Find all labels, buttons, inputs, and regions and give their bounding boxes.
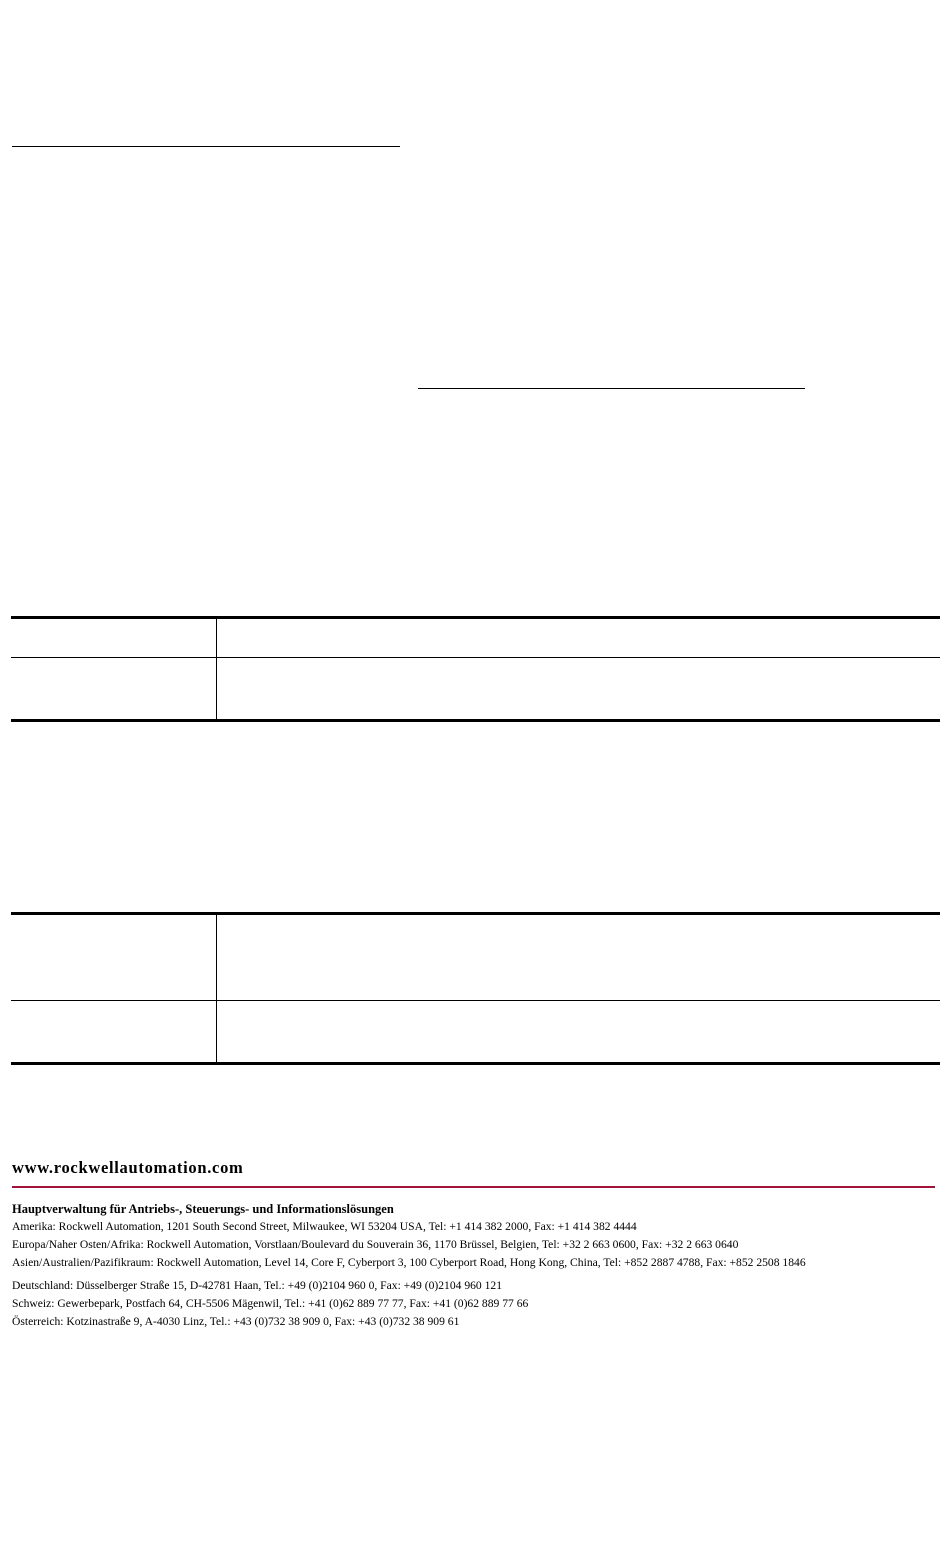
table-cell	[11, 658, 217, 721]
table-cell	[217, 1001, 941, 1064]
table-cell	[217, 914, 941, 1001]
address-line-austria: Österreich: Kotzinastraße 9, A-4030 Linz, Tel.: +43 (0)732 38 909 0, Fax: +43 (0)732 38 909 61	[12, 1315, 460, 1328]
table-cell	[11, 914, 217, 1001]
table-cell	[11, 618, 217, 658]
address-line-switzerland: Schweiz: Gewerbepark, Postfach 64, CH-5506 Mägenwil, Tel.: +41 (0)62 889 77 77, Fax: +41 (0)62 889 77 66	[12, 1297, 529, 1310]
address-line-americas: Amerika: Rockwell Automation, 1201 South Second Street, Milwaukee, WI 53204 USA, Tel: +1 414 382 2000, Fax: +1 414 382 4444	[12, 1220, 637, 1233]
table-cell	[217, 618, 941, 658]
revision-table-2	[11, 912, 940, 1065]
regional-addresses	[12, 1277, 936, 1331]
signature-line-left	[12, 146, 400, 147]
signature-line-right	[418, 388, 805, 389]
address-line-emea: Europa/Naher Osten/Afrika: Rockwell Automation, Vorstlaan/Boulevard du Souverain 36, 1170 Brüssel, Belgien, Tel: +32 2 663 0600, Fax: +32 2 663 0640	[12, 1238, 739, 1251]
table-cell	[11, 1001, 217, 1064]
footer-divider	[12, 1186, 935, 1188]
table-row	[11, 618, 940, 658]
table-row	[11, 914, 940, 1001]
table-row	[11, 658, 940, 721]
revision-table-1	[11, 616, 940, 722]
page-footer	[12, 1156, 936, 1331]
global-addresses	[12, 1218, 936, 1272]
table-cell	[217, 658, 941, 721]
footer-heading: Hauptverwaltung für Antriebs-, Steuerungs- und Informationslösungen	[12, 1202, 394, 1216]
table-row	[11, 1001, 940, 1064]
website-link[interactable]: www.rockwellautomation.com	[12, 1158, 244, 1177]
address-line-apac: Asien/Australien/Pazifikraum: Rockwell Automation, Level 14, Core F, Cyberport 3, 100 Cyberport Road, Hong Kong, China, Tel: +852 2887 4788, Fax: +852 2508 1846	[12, 1256, 806, 1269]
address-line-germany: Deutschland: Düsselberger Straße 15, D-42781 Haan, Tel.: +49 (0)2104 960 0, Fax: +49 (0)2104 960 121	[12, 1279, 502, 1292]
